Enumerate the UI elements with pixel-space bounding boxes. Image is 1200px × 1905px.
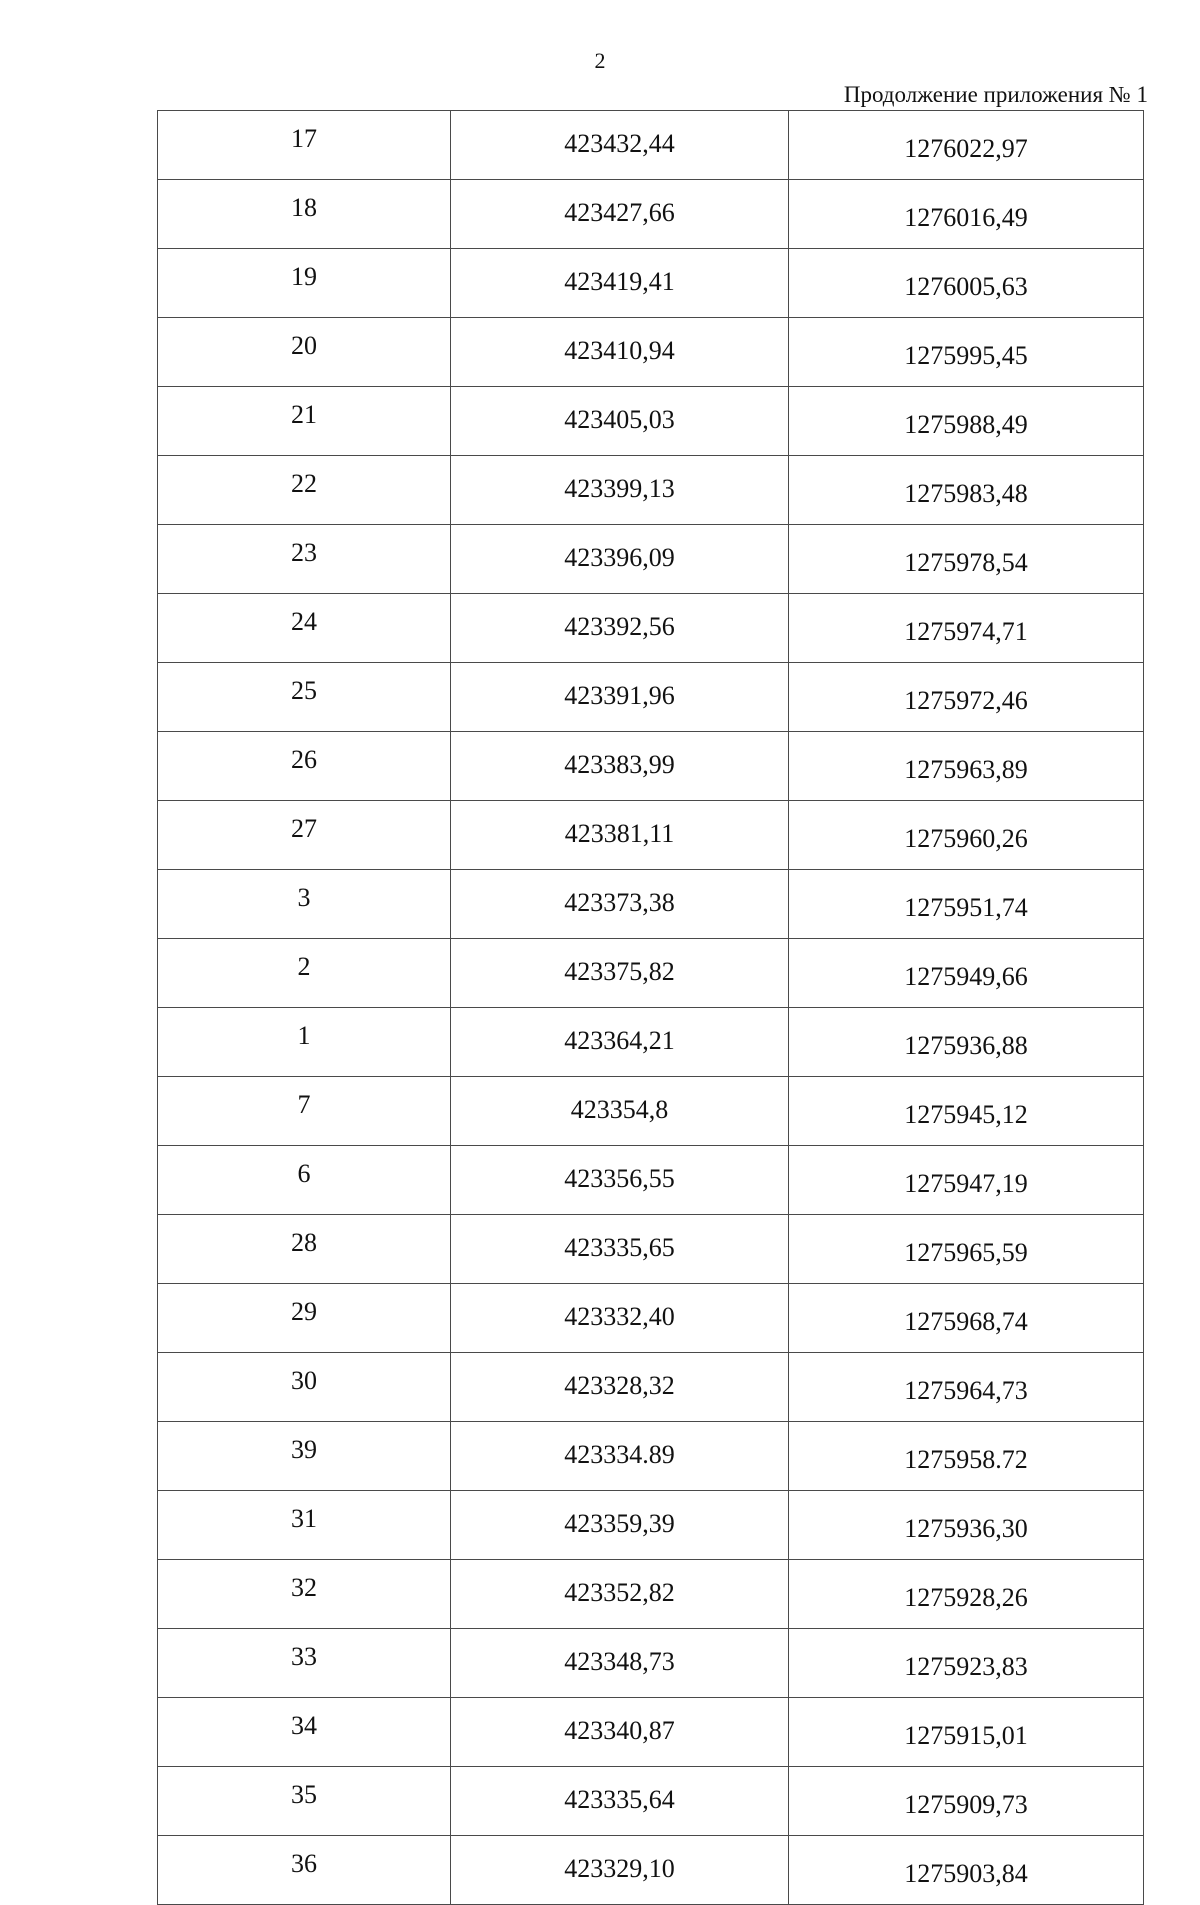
table-row — [158, 1836, 1144, 1905]
point-number-cell: 29 — [158, 1284, 451, 1353]
point-number-cell: 18 — [158, 180, 451, 249]
point-number-cell: 36 — [158, 1836, 451, 1905]
point-number-cell: 23 — [158, 525, 451, 594]
y-coordinate-cell: 1275964,73 — [789, 1353, 1144, 1422]
table-row — [158, 1077, 1144, 1146]
y-coordinate-cell: 1275972,46 — [789, 663, 1144, 732]
y-coordinate-cell: 1275945,12 — [789, 1077, 1144, 1146]
y-coordinate-cell: 1275936,88 — [789, 1008, 1144, 1077]
x-coordinate-cell: 423383,99 — [451, 732, 789, 801]
x-coordinate-cell: 423399,13 — [451, 456, 789, 525]
x-coordinate-cell: 423373,38 — [451, 870, 789, 939]
table-row — [158, 1215, 1144, 1284]
x-coordinate-cell: 423381,11 — [451, 801, 789, 870]
appendix-caption: Продолжение приложения № 1 — [843, 82, 1148, 107]
x-coordinate-cell: 423359,39 — [451, 1491, 789, 1560]
coordinates-table — [157, 110, 1144, 1905]
table-row — [158, 939, 1144, 1008]
y-coordinate-cell: 1275923,83 — [789, 1629, 1144, 1698]
point-number-cell: 6 — [158, 1146, 451, 1215]
y-coordinate-cell: 1276022,97 — [789, 111, 1144, 180]
x-coordinate-cell: 423335,64 — [451, 1767, 789, 1836]
table-row — [158, 1491, 1144, 1560]
table-row — [158, 111, 1144, 180]
x-coordinate-cell: 423432,44 — [451, 111, 789, 180]
point-number-cell: 35 — [158, 1767, 451, 1836]
x-coordinate-cell: 423335,65 — [451, 1215, 789, 1284]
table-row — [158, 1146, 1144, 1215]
point-number-cell: 19 — [158, 249, 451, 318]
x-coordinate-cell: 423364,21 — [451, 1008, 789, 1077]
y-coordinate-cell: 1276016,49 — [789, 180, 1144, 249]
table-row — [158, 732, 1144, 801]
table-row — [158, 1560, 1144, 1629]
point-number-cell: 2 — [158, 939, 451, 1008]
point-number-cell: 28 — [158, 1215, 451, 1284]
point-number-cell: 24 — [158, 594, 451, 663]
table-row — [158, 870, 1144, 939]
table-row — [158, 249, 1144, 318]
point-number-cell: 17 — [158, 111, 451, 180]
table-row — [158, 180, 1144, 249]
table-row — [158, 318, 1144, 387]
point-number-cell: 21 — [158, 387, 451, 456]
point-number-cell: 7 — [158, 1077, 451, 1146]
point-number-cell: 32 — [158, 1560, 451, 1629]
x-coordinate-cell: 423354,8 — [451, 1077, 789, 1146]
y-coordinate-cell: 1276005,63 — [789, 249, 1144, 318]
point-number-cell: 30 — [158, 1353, 451, 1422]
y-coordinate-cell: 1275978,54 — [789, 525, 1144, 594]
coordinates-table-body — [158, 111, 1144, 1905]
table-row — [158, 594, 1144, 663]
y-coordinate-cell: 1275995,45 — [789, 318, 1144, 387]
x-coordinate-cell: 423427,66 — [451, 180, 789, 249]
x-coordinate-cell: 423419,41 — [451, 249, 789, 318]
y-coordinate-cell: 1275915,01 — [789, 1698, 1144, 1767]
y-coordinate-cell: 1275983,48 — [789, 456, 1144, 525]
table-row — [158, 387, 1144, 456]
y-coordinate-cell: 1275988,49 — [789, 387, 1144, 456]
point-number-cell: 1 — [158, 1008, 451, 1077]
y-coordinate-cell: 1275951,74 — [789, 870, 1144, 939]
x-coordinate-cell: 423340,87 — [451, 1698, 789, 1767]
point-number-cell: 3 — [158, 870, 451, 939]
table-row — [158, 525, 1144, 594]
table-row — [158, 1767, 1144, 1836]
point-number-cell: 22 — [158, 456, 451, 525]
x-coordinate-cell: 423396,09 — [451, 525, 789, 594]
y-coordinate-cell: 1275928,26 — [789, 1560, 1144, 1629]
y-coordinate-cell: 1275958.72 — [789, 1422, 1144, 1491]
point-number-cell: 31 — [158, 1491, 451, 1560]
x-coordinate-cell: 423329,10 — [451, 1836, 789, 1905]
x-coordinate-cell: 423410,94 — [451, 318, 789, 387]
table-row — [158, 1698, 1144, 1767]
table-row — [158, 1353, 1144, 1422]
table-row — [158, 456, 1144, 525]
table-row — [158, 1284, 1144, 1353]
y-coordinate-cell: 1275909,73 — [789, 1767, 1144, 1836]
point-number-cell: 27 — [158, 801, 451, 870]
x-coordinate-cell: 423405,03 — [451, 387, 789, 456]
point-number-cell: 39 — [158, 1422, 451, 1491]
x-coordinate-cell: 423352,82 — [451, 1560, 789, 1629]
y-coordinate-cell: 1275963,89 — [789, 732, 1144, 801]
x-coordinate-cell: 423334.89 — [451, 1422, 789, 1491]
y-coordinate-cell: 1275936,30 — [789, 1491, 1144, 1560]
y-coordinate-cell: 1275965,59 — [789, 1215, 1144, 1284]
y-coordinate-cell: 1275974,71 — [789, 594, 1144, 663]
point-number-cell: 26 — [158, 732, 451, 801]
table-row — [158, 1629, 1144, 1698]
x-coordinate-cell: 423391,96 — [451, 663, 789, 732]
point-number-cell: 20 — [158, 318, 451, 387]
y-coordinate-cell: 1275949,66 — [789, 939, 1144, 1008]
page-number: 2 — [594, 48, 606, 73]
table-row — [158, 663, 1144, 732]
x-coordinate-cell: 423392,56 — [451, 594, 789, 663]
x-coordinate-cell: 423332,40 — [451, 1284, 789, 1353]
table-row — [158, 1008, 1144, 1077]
x-coordinate-cell: 423356,55 — [451, 1146, 789, 1215]
table-row — [158, 1422, 1144, 1491]
x-coordinate-cell: 423348,73 — [451, 1629, 789, 1698]
y-coordinate-cell: 1275968,74 — [789, 1284, 1144, 1353]
x-coordinate-cell: 423328,32 — [451, 1353, 789, 1422]
x-coordinate-cell: 423375,82 — [451, 939, 789, 1008]
y-coordinate-cell: 1275903,84 — [789, 1836, 1144, 1905]
point-number-cell: 33 — [158, 1629, 451, 1698]
table-row — [158, 801, 1144, 870]
y-coordinate-cell: 1275947,19 — [789, 1146, 1144, 1215]
point-number-cell: 34 — [158, 1698, 451, 1767]
y-coordinate-cell: 1275960,26 — [789, 801, 1144, 870]
point-number-cell: 25 — [158, 663, 451, 732]
